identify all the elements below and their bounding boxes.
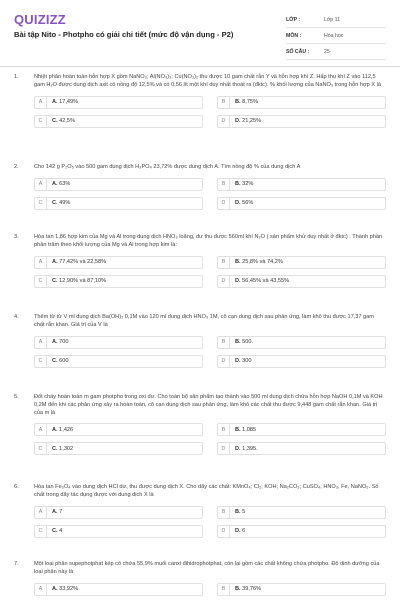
option-text: 21,25% — [242, 118, 262, 125]
question-7 — [14, 561, 386, 600]
option-letter: C — [35, 443, 47, 454]
option-c[interactable] — [34, 525, 203, 538]
option-a[interactable] — [34, 506, 203, 519]
option-text: 8,75% — [242, 99, 259, 106]
option-c[interactable] — [34, 115, 203, 128]
option-letter: C — [35, 526, 47, 537]
option-d[interactable] — [217, 197, 386, 210]
option-letter: A — [35, 257, 47, 268]
question-text: Một loại phân supephotphat kép có chứa 55,9% muối canxi đihidrophotphat, còn lại gồm các chất không chứa photpho. Độ dinh dưỡng của loại phân này là — [34, 561, 380, 575]
option-text: 42,5% — [59, 118, 76, 125]
question-5 — [14, 394, 386, 484]
question-number: 6. — [14, 484, 19, 490]
question-number: 4. — [14, 314, 19, 320]
option-b[interactable] — [217, 96, 386, 109]
option-letter: B — [218, 257, 230, 268]
option-text: 5 — [242, 509, 246, 516]
option-c[interactable] — [34, 197, 203, 210]
option-a[interactable] — [34, 96, 203, 109]
options-grid — [34, 583, 386, 596]
option-label: A. — [52, 509, 58, 516]
options-grid — [34, 256, 386, 288]
question-number: 1. — [14, 74, 19, 80]
option-text: 300 — [242, 358, 252, 365]
option-text: 12,90% và 87,10% — [59, 278, 107, 285]
option-letter: A — [35, 507, 47, 518]
option-text: 1,085 — [242, 426, 257, 433]
option-label: A. — [52, 426, 58, 433]
option-label: A. — [52, 339, 58, 346]
meta-row-class — [286, 12, 386, 28]
option-a[interactable] — [34, 583, 203, 596]
option-label: D. — [235, 200, 241, 207]
option-letter: B — [218, 337, 230, 348]
option-label: B. — [235, 181, 241, 188]
question-text: Hòa tan 1,86 hợp kim của Mg và Al trong dung dịch HNO₃ loãng, dư thu được 560ml khí N₂O ( sản phẩm khử duy nhất ở đktc) . Thành phần phần trăm theo khối lượng của Mg và Al trong hợp kim là: — [34, 234, 383, 248]
option-text: 56,45% và 43,55% — [242, 278, 290, 285]
option-label: B. — [235, 99, 241, 106]
option-b[interactable] — [217, 178, 386, 191]
option-letter: C — [35, 276, 47, 287]
meta-label: MÔN : — [286, 32, 302, 39]
option-label: C. — [52, 445, 58, 452]
option-text: 32% — [242, 181, 254, 188]
question-text: Nhiệt phân hoàn toàn hỗn hợp X gồm NaNO₃; Al(NO₃)₃; Cu(NO₃)₂ thu được 10 gam chất rắn Y và hỗn hợp khí Z. Hấp thụ khí Z vào 112,5 gam H₂O được dung dịch axit có nồng độ 12,5% và có 0,56 lít một khí duy nhất thoát ra (đktc). % khối lượng của NaNO₃ trong hỗn hợp X là — [34, 74, 381, 88]
question-4 — [14, 314, 386, 394]
option-letter: B — [218, 507, 230, 518]
option-label: D. — [235, 278, 241, 285]
option-d[interactable] — [217, 275, 386, 288]
question-6 — [14, 484, 386, 561]
page-title: Bài tập Nito - Photpho có giải chi tiết (mức độ vận dụng - P2) — [14, 30, 234, 39]
options-grid — [34, 178, 386, 210]
option-letter: D — [218, 198, 230, 209]
option-label: A. — [52, 181, 58, 188]
option-label: D. — [235, 358, 241, 365]
question-number: 2. — [14, 164, 19, 170]
option-text: 7 — [59, 509, 63, 516]
option-b[interactable] — [217, 423, 386, 436]
option-letter: A — [35, 97, 47, 108]
option-letter: A — [35, 424, 47, 435]
meta-row-subject — [286, 28, 386, 44]
option-letter: C — [35, 356, 47, 367]
option-letter: D — [218, 443, 230, 454]
meta-label: LỚP : — [286, 16, 301, 23]
option-a[interactable] — [34, 336, 203, 349]
option-d[interactable] — [217, 525, 386, 538]
header-divider — [0, 66, 400, 67]
option-label: C. — [52, 278, 58, 285]
meta-value: Lớp 11 — [324, 16, 340, 23]
options-grid — [34, 96, 386, 128]
question-3 — [14, 234, 386, 314]
option-c[interactable] — [34, 442, 203, 455]
option-text: 600 — [59, 358, 69, 365]
meta-table — [286, 12, 386, 60]
option-label: B. — [235, 259, 241, 266]
question-number: 5. — [14, 394, 19, 400]
option-letter: C — [35, 198, 47, 209]
options-grid — [34, 336, 386, 368]
option-text: 6 — [242, 528, 246, 535]
meta-label: SỐ CÂU : — [286, 48, 310, 55]
option-text: 77,42% và 22,58% — [59, 259, 107, 266]
option-text: 4 — [59, 528, 63, 535]
option-text: 39,76% — [242, 586, 262, 593]
option-letter: B — [218, 179, 230, 190]
option-label: C. — [52, 118, 58, 125]
question-text: Đốt cháy hoàn toàn m gam photpho trong oxi dư. Cho toàn bộ sản phẩm tạo thành vào 500 ml dung dịch chứa hỗn hợp NaOH 0,1M và KOH 0,2M đến khi các phản ứng xảy ra hoàn toàn, cô cạn dung dịch sau phản ứng, làm khô các chất thu được 9,448 gam chất rắn khan. Giá trị của m là — [34, 394, 383, 416]
option-text: 49% — [59, 200, 71, 207]
meta-value: 25 — [324, 48, 330, 55]
meta-row-count — [286, 44, 386, 60]
option-d[interactable] — [217, 355, 386, 368]
option-letter: B — [218, 97, 230, 108]
option-c[interactable] — [34, 355, 203, 368]
option-letter: D — [218, 356, 230, 367]
option-label: C. — [52, 358, 58, 365]
question-number: 7. — [14, 561, 19, 567]
option-label: D. — [235, 528, 241, 535]
option-letter: A — [35, 584, 47, 595]
option-text: 1,426 — [59, 426, 74, 433]
option-b[interactable] — [217, 256, 386, 269]
option-label: A. — [52, 586, 58, 593]
option-letter: A — [35, 337, 47, 348]
option-label: B. — [235, 509, 241, 516]
question-text: Cho 142 g P₂O₅ vào 500 gam dung dịch H₃PO₄ 23,72% được dung dịch A. Tìm nồng độ % của dung dịch A — [34, 164, 301, 170]
option-a[interactable] — [34, 423, 203, 436]
option-letter: C — [35, 116, 47, 127]
question-1 — [14, 74, 386, 164]
question-2 — [14, 164, 386, 234]
option-label: A. — [52, 99, 58, 106]
option-b[interactable] — [217, 583, 386, 596]
option-text: 25,8% và 74,2% — [242, 259, 283, 266]
option-letter: B — [218, 584, 230, 595]
option-label: D. — [235, 118, 241, 125]
option-text: 56% — [242, 200, 254, 207]
question-text: Hòa tan Fe₃O₄ vào dung dịch HCl dư, thu được dung dịch X. Cho dãy các chất: KMnO₄; Cl₂; KOH; Na₂CO₃; CuSO₄, HNO₃, Fe, NaNO₃. Số chất trong dãy tác dụng được với dung dịch X là — [34, 484, 379, 498]
option-letter: A — [35, 179, 47, 190]
option-a[interactable] — [34, 178, 203, 191]
option-label: D. — [235, 445, 241, 452]
quizizz-logo: QUIZIZZ — [14, 12, 66, 27]
option-text: 1,395. — [242, 445, 258, 452]
question-list — [14, 74, 386, 600]
option-label: B. — [235, 586, 241, 593]
option-label: C. — [52, 528, 58, 535]
option-b[interactable] — [217, 506, 386, 519]
options-grid — [34, 506, 386, 538]
option-text: 500. — [242, 339, 254, 346]
option-letter: D — [218, 116, 230, 127]
option-letter: D — [218, 276, 230, 287]
option-text: 63% — [59, 181, 71, 188]
option-label: B. — [235, 339, 241, 346]
option-text: 1,302 — [59, 445, 74, 452]
options-grid — [34, 423, 386, 455]
option-text: 700 — [59, 339, 69, 346]
option-b[interactable] — [217, 336, 386, 349]
option-c[interactable] — [34, 275, 203, 288]
option-label: B. — [235, 426, 241, 433]
option-d[interactable] — [217, 115, 386, 128]
option-letter: D — [218, 526, 230, 537]
question-number: 3. — [14, 234, 19, 240]
worksheet-header — [14, 0, 386, 62]
option-text: 33,92% — [59, 586, 79, 593]
question-text: Thêm từ từ V ml dung dịch Ba(OH)₂ 0,1M vào 120 ml dung dịch HNO₃ 1M, cô cạn dung dịch sau phản ứng, làm khô thu được 17,37 gam chất rắn khan. Giá trị của V là — [34, 314, 374, 328]
option-a[interactable] — [34, 256, 203, 269]
option-text: 17,49% — [59, 99, 79, 106]
option-label: A. — [52, 259, 58, 266]
meta-value: Hóa học — [324, 32, 344, 39]
option-label: C. — [52, 200, 58, 207]
option-letter: B — [218, 424, 230, 435]
option-d[interactable] — [217, 442, 386, 455]
